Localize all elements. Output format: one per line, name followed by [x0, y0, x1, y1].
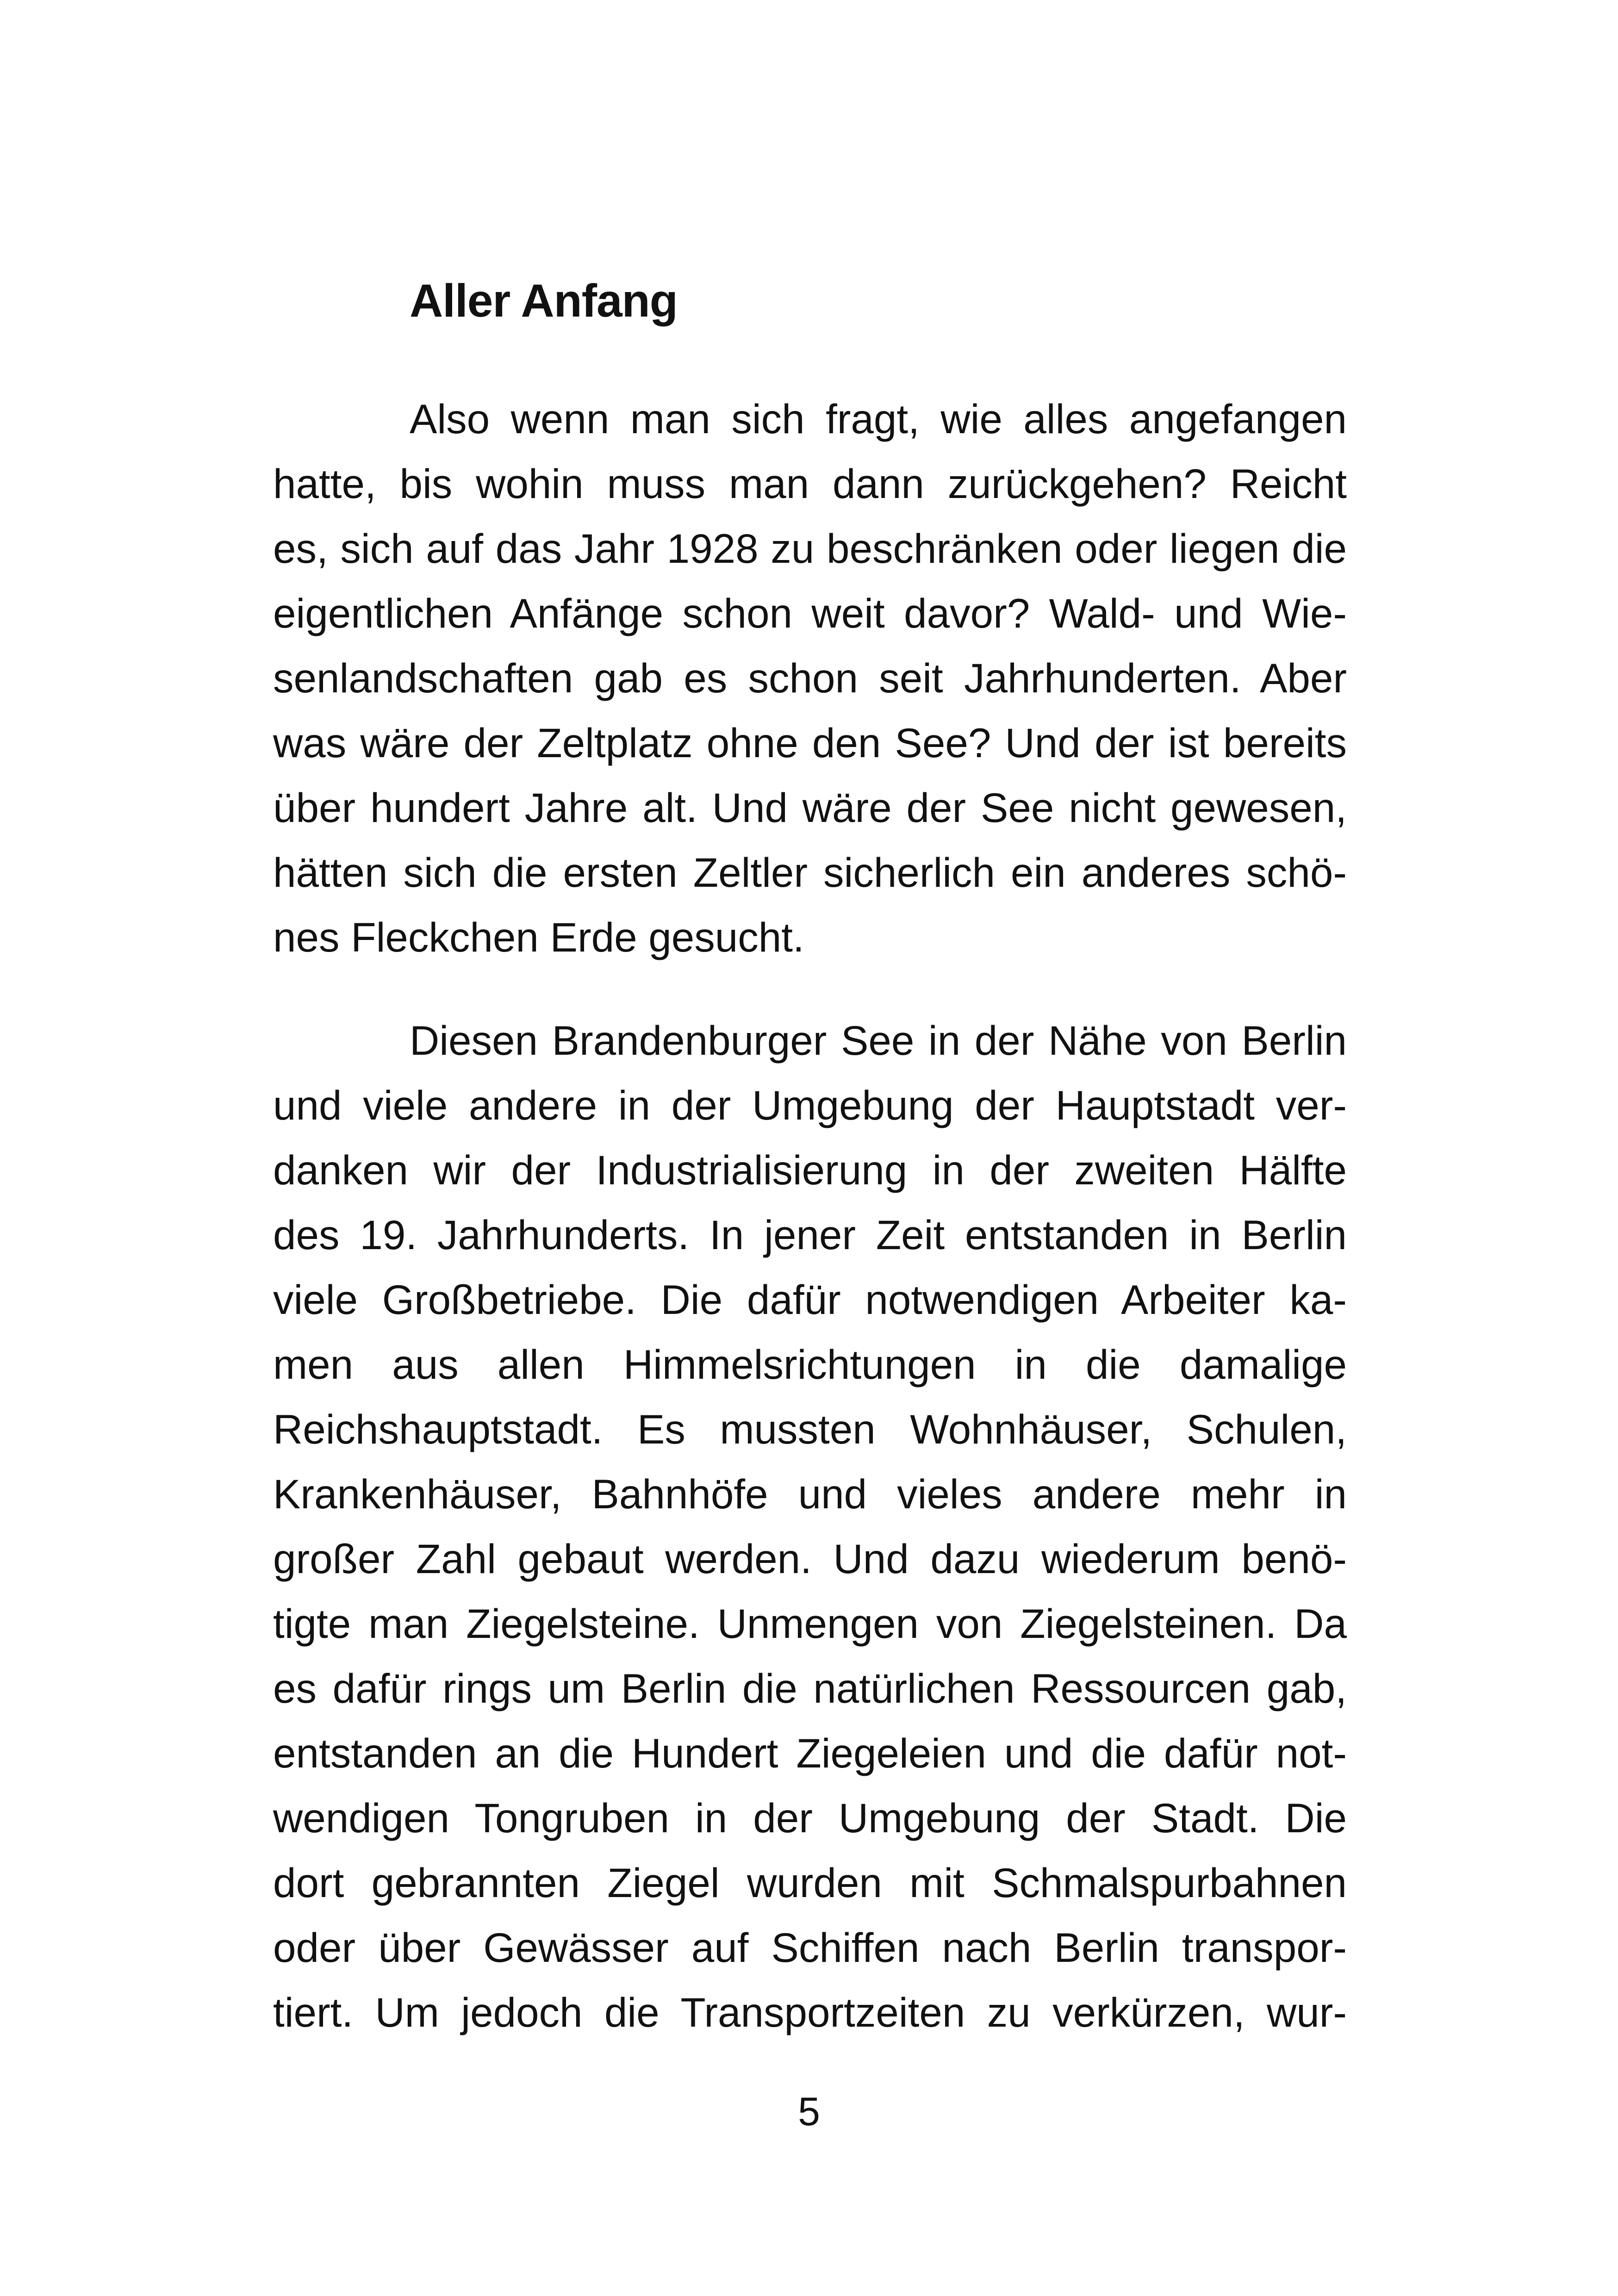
text-line: wendigen Tongruben in der Umgebung der Stadt. Die	[273, 1795, 1347, 1841]
text-line: entstanden an die Hundert Ziegeleien und die dafür not-	[273, 1730, 1347, 1776]
text-line: es, sich auf das Jahr 1928 zu beschränken oder liegen die	[273, 525, 1347, 572]
text-line: men aus allen Himmelsrichtungen in die damalige	[273, 1341, 1347, 1388]
text-line: danken wir der Industrialisierung in der zweiten Hälfte	[273, 1147, 1347, 1193]
text-line: großer Zahl gebaut werden. Und dazu wiederum benö-	[273, 1536, 1347, 1582]
text-line: tiert. Um jedoch die Transportzeiten zu verkürzen, wur-	[273, 1989, 1347, 2035]
text-line: oder über Gewässer auf Schiffen nach Berlin transpor-	[273, 1924, 1347, 1971]
text-line: senlandschaften gab es schon seit Jahrhunderten. Aber	[273, 655, 1347, 701]
text-line: Krankenhäuser, Bahnhöfe und vieles andere mehr in	[273, 1471, 1347, 1517]
page-number: 5	[798, 2090, 820, 2134]
text-line: und viele andere in der Umgebung der Hauptstadt ver-	[273, 1082, 1347, 1128]
text-line: hatte, bis wohin muss man dann zurückgehen? Reicht	[273, 460, 1347, 507]
text-line: des 19. Jahrhunderts. In jener Zeit entstanden in Berlin	[273, 1212, 1347, 1258]
text-line: Diesen Brandenburger See in der Nähe von Berlin	[410, 1017, 1347, 1064]
text-line: es dafür rings um Berlin die natürlichen Ressourcen gab,	[273, 1665, 1347, 1711]
text-line: eigentlichen Anfänge schon weit davor? Wald- und Wie-	[273, 590, 1347, 636]
text-line: was wäre der Zeltplatz ohne den See? Und der ist bereits	[273, 720, 1347, 766]
paragraph-1	[273, 386, 1347, 970]
text-line: nes Fleckchen Erde gesucht.	[273, 914, 804, 960]
text-line: dort gebrannten Ziegel wurden mit Schmalspurbahnen	[273, 1860, 1347, 1906]
text-line: Also wenn man sich fragt, wie alles angefangen	[410, 396, 1347, 442]
paragraph-2	[273, 1008, 1347, 2045]
text-line: Reichshauptstadt. Es mussten Wohnhäuser, Schulen,	[273, 1406, 1347, 1452]
text-line: hätten sich die ersten Zeltler sicherlich ein anderes schö-	[273, 849, 1347, 896]
text-line: über hundert Jahre alt. Und wäre der See nicht gewesen,	[273, 784, 1347, 831]
text-line: tigte man Ziegelsteine. Unmengen von Ziegelsteinen. Da	[273, 1600, 1347, 1647]
chapter-title: Aller Anfang	[410, 275, 678, 327]
text-line: viele Großbetriebe. Die dafür notwendigen Arbeiter ka-	[273, 1276, 1347, 1323]
